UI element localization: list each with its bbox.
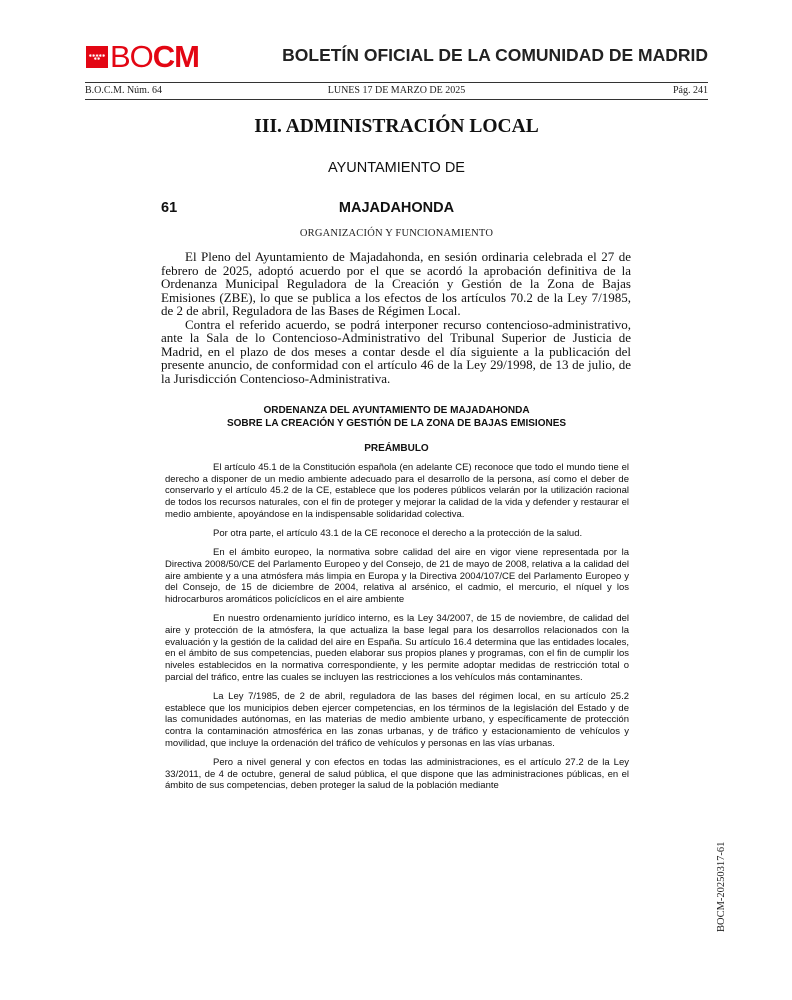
logo-text-cm: CM [152, 39, 200, 74]
section-title: III. ADMINISTRACIÓN LOCAL [254, 116, 539, 137]
category-label: ORGANIZACIÓN Y FUNCIONAMIENTO [299, 228, 494, 239]
header-rule-bottom [85, 99, 708, 100]
issue-info-bar [85, 85, 708, 99]
issue-date: LUNES 17 DE MARZO DE 2025 [327, 85, 466, 96]
page-number: Pág. 241 [673, 85, 708, 96]
gazette-title: BOLETÍN OFICIAL DE LA COMUNIDAD DE MADRID [282, 45, 708, 65]
municipality-name: MAJADAHONDA [338, 200, 455, 216]
logo-stars: ✱✱✱✱✱✱✱ [88, 53, 106, 61]
intro-paragraph: Contra el referido acuerdo, se podrá interponer recurso contencioso-administrativo, ante la Sala de lo Contencioso-Administrativo del Tribunal Superior de Justicia de Madrid, en el plazo de dos meses a contar desde el día siguiente a la publicación del presente anuncio, de conformidad con el artículo 46 de la Ley 29/1998, de 13 de julio, de la Jurisdicción Contencioso-Administrativa. [161, 316, 631, 386]
document-identifier: BOCM-20250317-61 [716, 841, 727, 932]
ordinance-title-line: ORDENANZA DEL AYUNTAMIENTO DE MAJADAHONDA [263, 405, 530, 416]
ordinance-title [85, 405, 708, 430]
preamble-body [165, 462, 629, 800]
intro-text [161, 250, 631, 385]
logo-wordmark [110, 39, 200, 74]
entry-number: 61 [161, 200, 178, 216]
preamble-paragraph: La Ley 7/1985, de 2 de abril, reguladora de las bases del régimen local, en su artículo 25.2 establece que los municipios deben ejercer competencias, en los términos de la legislación del Estado y de las comunidades autónomas, en las materias de medio ambiente urbano, y específicamente de protección contra la contaminación atmosférica en las zonas urbanas, y de tráfico y estacionamiento de vehículos y movilidad, que incluye la ordenación del tráfico de vehículos y personas en las vías urbanas. [165, 690, 629, 749]
madrid-flag-icon [86, 46, 108, 68]
bocm-logo [86, 39, 200, 74]
issue-number: B.O.C.M. Núm. 64 [85, 85, 162, 96]
preamble-paragraph: El artículo 45.1 de la Constitución española (en adelante CE) reconoce que todo el mundo tiene el derecho a disponer de un medio ambiente adecuado para el desarrollo de la persona, así como el deber de conservarlo y el artículo 45.2 de la CE, establece que los poderes públicos velarán por la utilización racional de todos los recursos naturales, con el fin de proteger y mejorar la calidad de la vida y defender y restaurar el medio ambiente, apoyándose en la indispensable solidaridad colectiva. [165, 462, 629, 520]
header-rule-top [85, 82, 708, 83]
preamble-paragraph: En nuestro ordenamiento jurídico interno, es la Ley 34/2007, de 15 de noviembre, de calidad del aire y protección de la atmósfera, la que actualiza la base legal para los desarrollos relacionados con la evaluación y la gestión de la calidad del aire en España. Su artículo 16.4 determina que las entidades locales, en el ámbito de sus competencias, pueden elaborar sus propios planes y programas, con el fin de cumplir los niveles establecidos en la normativa correspondiente, y les permite adoptar medidas de restricción total o parcial del tráfico, entre las cuales se incluyen las restricciones a los vehículos más contaminantes. [165, 613, 629, 683]
ayuntamiento-label: AYUNTAMIENTO DE [328, 160, 465, 176]
preamble-heading: PREÁMBULO [364, 443, 429, 454]
ordinance-title-line: SOBRE LA CREACIÓN Y GESTIÓN DE LA ZONA DE BAJAS EMISIONES [226, 417, 567, 429]
logo-text-bo: BO [110, 39, 153, 74]
preamble-paragraph: Por otra parte, el artículo 43.1 de la CE reconoce el derecho a la protección de la salud. [213, 528, 583, 540]
intro-paragraph: El Pleno del Ayuntamiento de Majadahonda, en sesión ordinaria celebrada el 27 de febrero de 2025, adoptó acuerdo por el que se acordó la aprobación definitiva de la Ordenanza Municipal Reguladora de la Creación y Gestión de la Zona de Bajas Emisiones (ZBE), lo que se publica a los efectos de los artículos 70.2 de la Ley 7/1985, de 2 de abril, Reguladora de las Bases de Régimen Local. [161, 249, 631, 318]
preamble-paragraph: Pero a nivel general y con efectos en todas las administraciones, es el artículo 27.2 de la Ley 33/2011, de 4 de octubre, general de salud pública, el que dispone que las administraciones públicas, en el ámbito de sus competencias, deben proteger la salud de la población mediante [165, 756, 629, 792]
preamble-paragraph: En el ámbito europeo, la normativa sobre calidad del aire en vigor viene representada por la Directiva 2008/50/CE del Parlamento Europeo y del Consejo, de 21 de mayo de 2008, relativa a la calidad del aire ambiente y a una atmósfera más limpia en Europa y la Directiva 2004/107/CE del Parlamento Europeo y del Consejo, de 15 de diciembre de 2004, relativa al arsénico, el cadmio, el mercurio, el níquel y los hidrocarburos aromáticos policíclicos en el aire ambiente [165, 547, 629, 606]
